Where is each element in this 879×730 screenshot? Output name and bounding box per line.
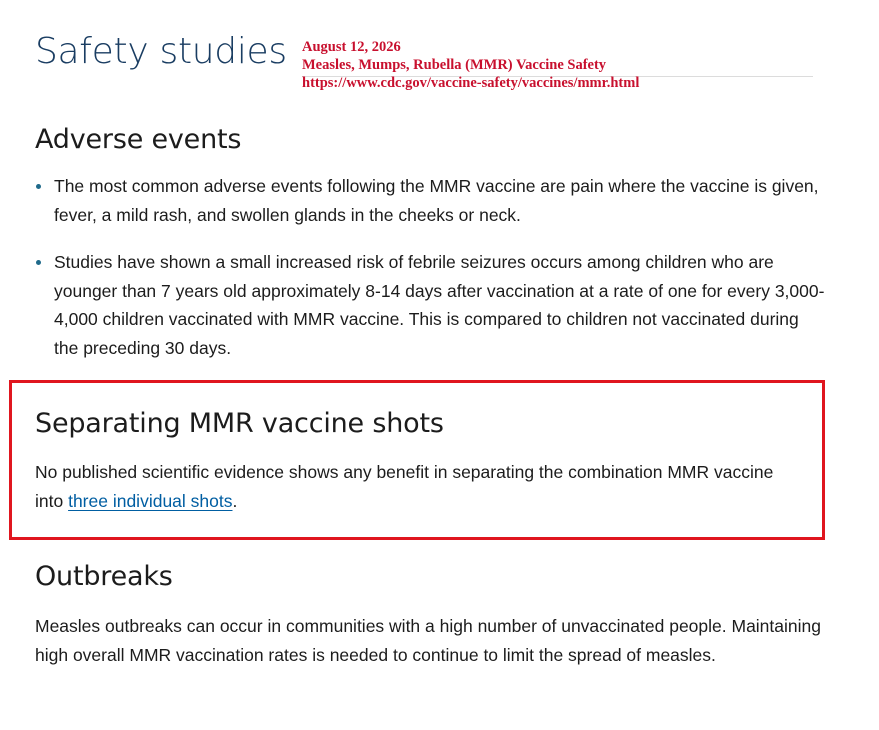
stamp-date: August 12, 2026 xyxy=(302,39,401,55)
stamp-source-title: Measles, Mumps, Rubella (MMR) Vaccine Safety xyxy=(302,57,607,73)
list-item xyxy=(35,172,825,229)
outbreaks-heading: Outbreaks xyxy=(35,561,173,592)
adverse-events-heading: Adverse events xyxy=(35,124,242,155)
separating-text: No published scientific evidence shows any benefit in separating the combination MMR vaccine into xyxy=(35,462,774,511)
list-item-text: Studies have shown a small increased risk of febrile seizures occurs among children who are younger than 7 years old approximately 8-14 days after vaccination at a rate of one for every 3,000-4,000 children vaccinated with MMR vaccine. This is compared to children not vaccinated during the preceding 30 days. xyxy=(54,252,825,358)
list-item xyxy=(35,248,825,362)
separating-shots-heading: Separating MMR vaccine shots xyxy=(35,408,444,439)
outbreaks-paragraph: Measles outbreaks can occur in communities with a high number of unvaccinated people. Maintaining high overall MMR vaccination rates is needed to continue to limit the spread of measles. xyxy=(35,616,821,665)
three-individual-shots-link[interactable]: three individual shots xyxy=(68,490,233,511)
list-item-text: The most common adverse events following the MMR vaccine are pain where the vaccine is given, fever, a mild rash, and swollen glands in the cheeks or neck. xyxy=(54,176,819,225)
separating-shots-paragraph xyxy=(35,458,795,515)
bullet-icon xyxy=(36,260,41,265)
separating-text-end: . xyxy=(232,490,238,511)
adverse-events-list xyxy=(35,172,825,362)
stamp-url: https://www.cdc.gov/vaccine-safety/vaccines/mmr.html xyxy=(302,75,640,91)
annotation-stamp xyxy=(302,38,639,92)
bullet-icon xyxy=(36,184,41,189)
page-title: Safety studies xyxy=(35,31,287,72)
